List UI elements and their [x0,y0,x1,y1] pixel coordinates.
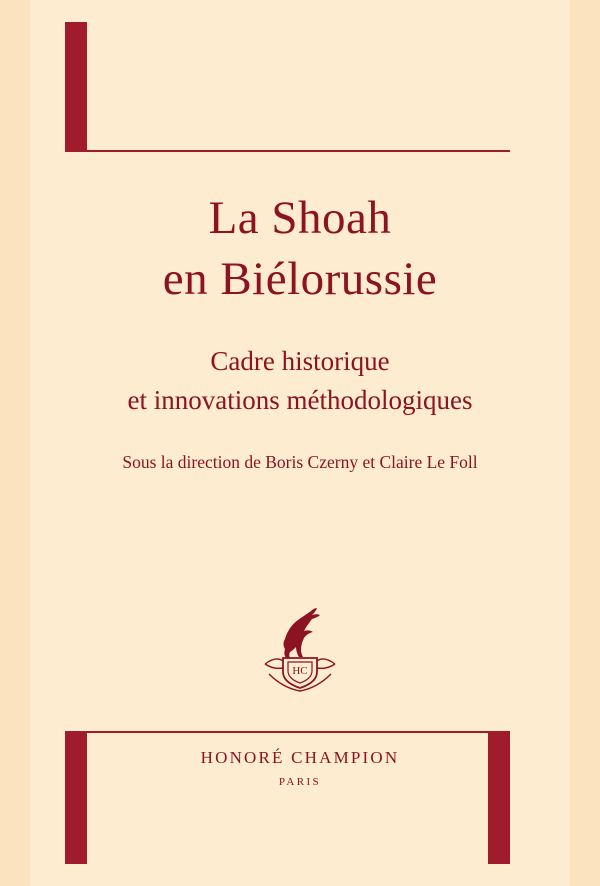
publisher-name: HONORÉ CHAMPION [200,748,400,767]
publisher-city: PARIS [278,776,322,788]
honore-champion-horse-crest-logo-icon [245,592,355,702]
decorative-rule-bottom [65,731,510,733]
book-subtitle-line-1: Cadre historique [210,346,390,376]
publisher-block [60,748,540,788]
book-subtitle [60,342,540,420]
logo-monogram: HC [292,665,308,677]
book-title-line-1: La Shoah [208,192,392,244]
book-subtitle-line-2: et innovations méthodologiques [127,385,473,416]
publisher-logo [0,592,600,702]
book-title [60,188,540,310]
book-editors: Sous la direction de Boris Czerny et Claire Le Foll [122,452,478,472]
decorative-bar-top-left [65,22,87,152]
book-title-line-2: en Biélorussie [162,253,438,306]
decorative-rule-top [87,150,510,152]
